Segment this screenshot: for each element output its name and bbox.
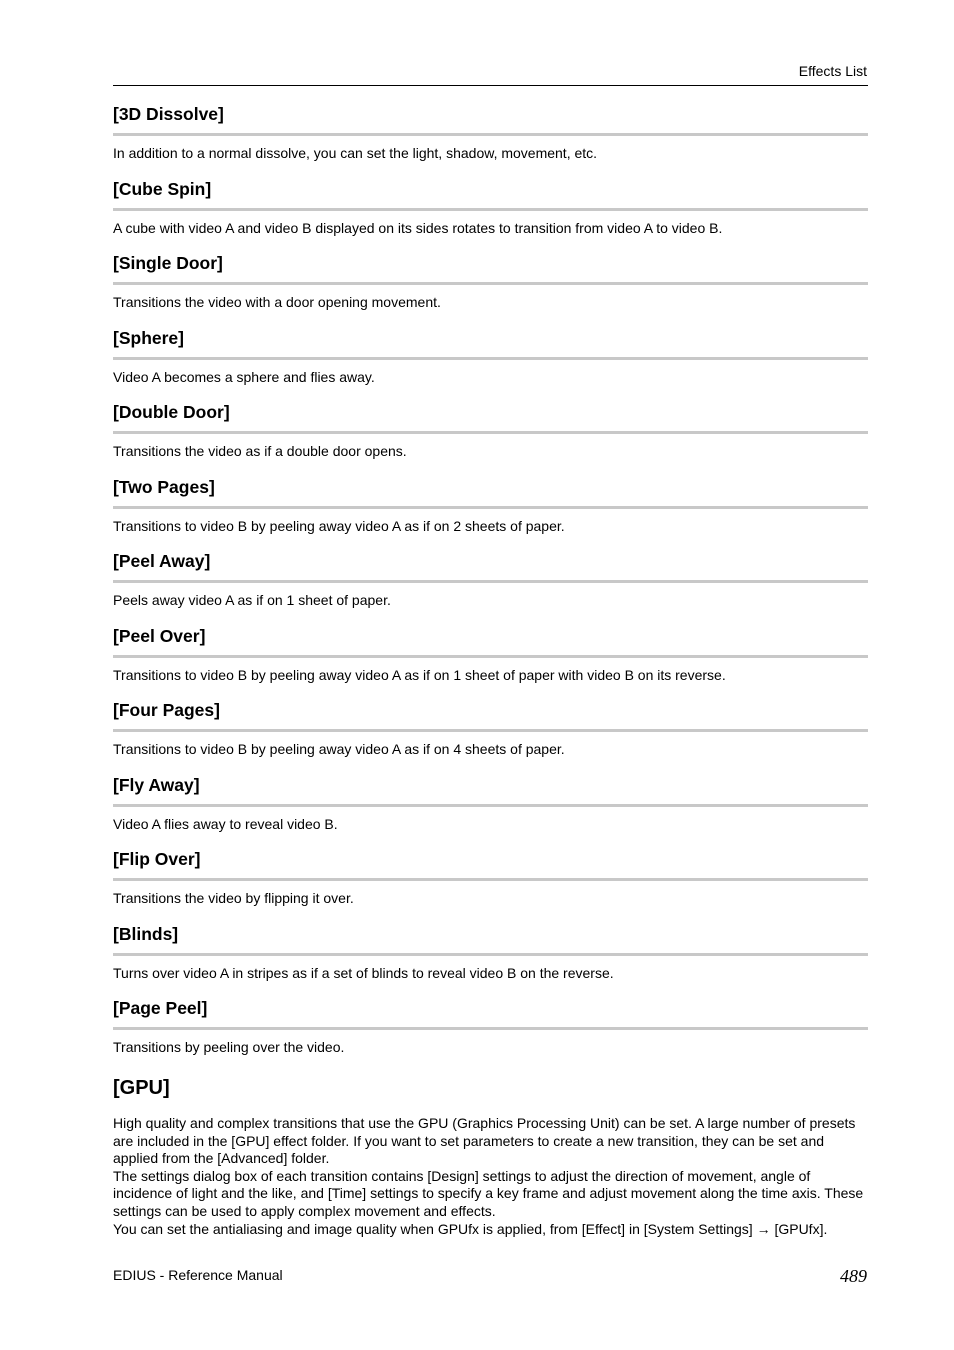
- effect-title: [Double Door]: [113, 402, 230, 422]
- effect-description: Transitions the video as if a double door opens.: [113, 443, 407, 459]
- section-rule: [113, 729, 868, 732]
- footer-manual-title: EDIUS - Reference Manual: [113, 1267, 283, 1283]
- effect-description: Video A becomes a sphere and flies away.: [113, 368, 375, 385]
- gpu-paragraph: High quality and complex transitions that use the GPU (Graphics Processing Unit) can be set. A large number of presets are included in the [GPU] effect folder. If you want to set parameters to create a new transition, they can be set and applied from the [Advanced] folder.: [113, 1115, 856, 1167]
- effect-title: [Page Peel]: [113, 998, 208, 1018]
- page-number: 489: [840, 1266, 867, 1286]
- effect-description: In addition to a normal dissolve, you can set the light, shadow, movement, etc.: [113, 145, 598, 161]
- section-rule: [113, 878, 868, 881]
- effect-entry: [113, 848, 868, 923]
- effect-entry: [113, 476, 868, 551]
- effect-title: [Fly Away]: [113, 774, 200, 795]
- section-rule: [113, 1027, 868, 1030]
- effect-entry: [113, 550, 868, 625]
- gpu-paragraph: You can set the antialiasing and image quality when GPUfx is applied, from [Effect] in [System Settings] → [GPUfx].: [113, 1220, 828, 1237]
- effect-description: Turns over video A in stripes as if a set of blinds to reveal video B on the reverse.: [113, 964, 614, 981]
- effect-entry: [113, 401, 868, 476]
- section-rule: [113, 133, 868, 136]
- gpu-section-body: [113, 1115, 873, 1238]
- effect-entry: [113, 625, 868, 700]
- effect-entry: [113, 997, 868, 1072]
- section-rule: [113, 357, 868, 360]
- effect-entry: [113, 774, 868, 849]
- gpu-paragraph: The settings dialog box of each transition contains [Design] settings to adjust the direction of movement, angle of incidence of light and the like, and [Time] settings to specify a key frame and adjust movement along the time axis. These settings can be used to apply complex movement and effects.: [113, 1167, 864, 1219]
- effect-entry: [113, 252, 868, 327]
- effect-description: Peels away video A as if on 1 sheet of paper.: [113, 592, 391, 608]
- effect-description: Transitions to video B by peeling away video A as if on 2 sheets of paper.: [113, 517, 565, 534]
- effect-description: Transitions the video with a door opening movement.: [113, 294, 441, 310]
- effect-description: Transitions to video B by peeling away video A as if on 1 sheet of paper with video B on its reverse.: [113, 666, 726, 683]
- section-rule: [113, 282, 868, 285]
- effect-title: [Sphere]: [113, 327, 184, 348]
- effect-entry: [113, 103, 868, 178]
- effect-description: A cube with video A and video B displayed on its sides rotates to transition from video A to video B.: [113, 219, 723, 236]
- effect-title: [3D Dissolve]: [113, 104, 224, 124]
- header-rule: [113, 85, 868, 86]
- section-rule: [113, 431, 868, 434]
- effect-title: [Blinds]: [113, 923, 179, 944]
- effect-title: [Four Pages]: [113, 700, 220, 720]
- section-rule: [113, 804, 868, 807]
- effect-title: [Peel Over]: [113, 625, 206, 646]
- effect-title: [Cube Spin]: [113, 178, 212, 199]
- gpu-section-title: [GPU]: [113, 1077, 170, 1099]
- effect-description: Transitions the video by flipping it over.: [113, 890, 354, 906]
- effect-description: Transitions to video B by peeling away video A as if on 4 sheets of paper.: [113, 741, 565, 757]
- effect-entry: [113, 327, 868, 402]
- effect-title: [Flip Over]: [113, 849, 201, 869]
- effect-title: [Two Pages]: [113, 476, 215, 497]
- section-rule: [113, 655, 868, 658]
- section-rule: [113, 580, 868, 583]
- effect-entry: [113, 699, 868, 774]
- header-section-label: Effects List: [798, 63, 867, 79]
- effect-description: Transitions by peeling over the video.: [113, 1039, 345, 1055]
- effects-list: [113, 103, 868, 1072]
- effect-description: Video A flies away to reveal video B.: [113, 815, 338, 832]
- section-rule: [113, 506, 868, 509]
- effect-title: [Single Door]: [113, 253, 223, 273]
- effect-entry: [113, 923, 868, 998]
- effect-entry: [113, 178, 868, 253]
- effect-title: [Peel Away]: [113, 551, 211, 571]
- section-rule: [113, 953, 868, 956]
- section-rule: [113, 208, 868, 211]
